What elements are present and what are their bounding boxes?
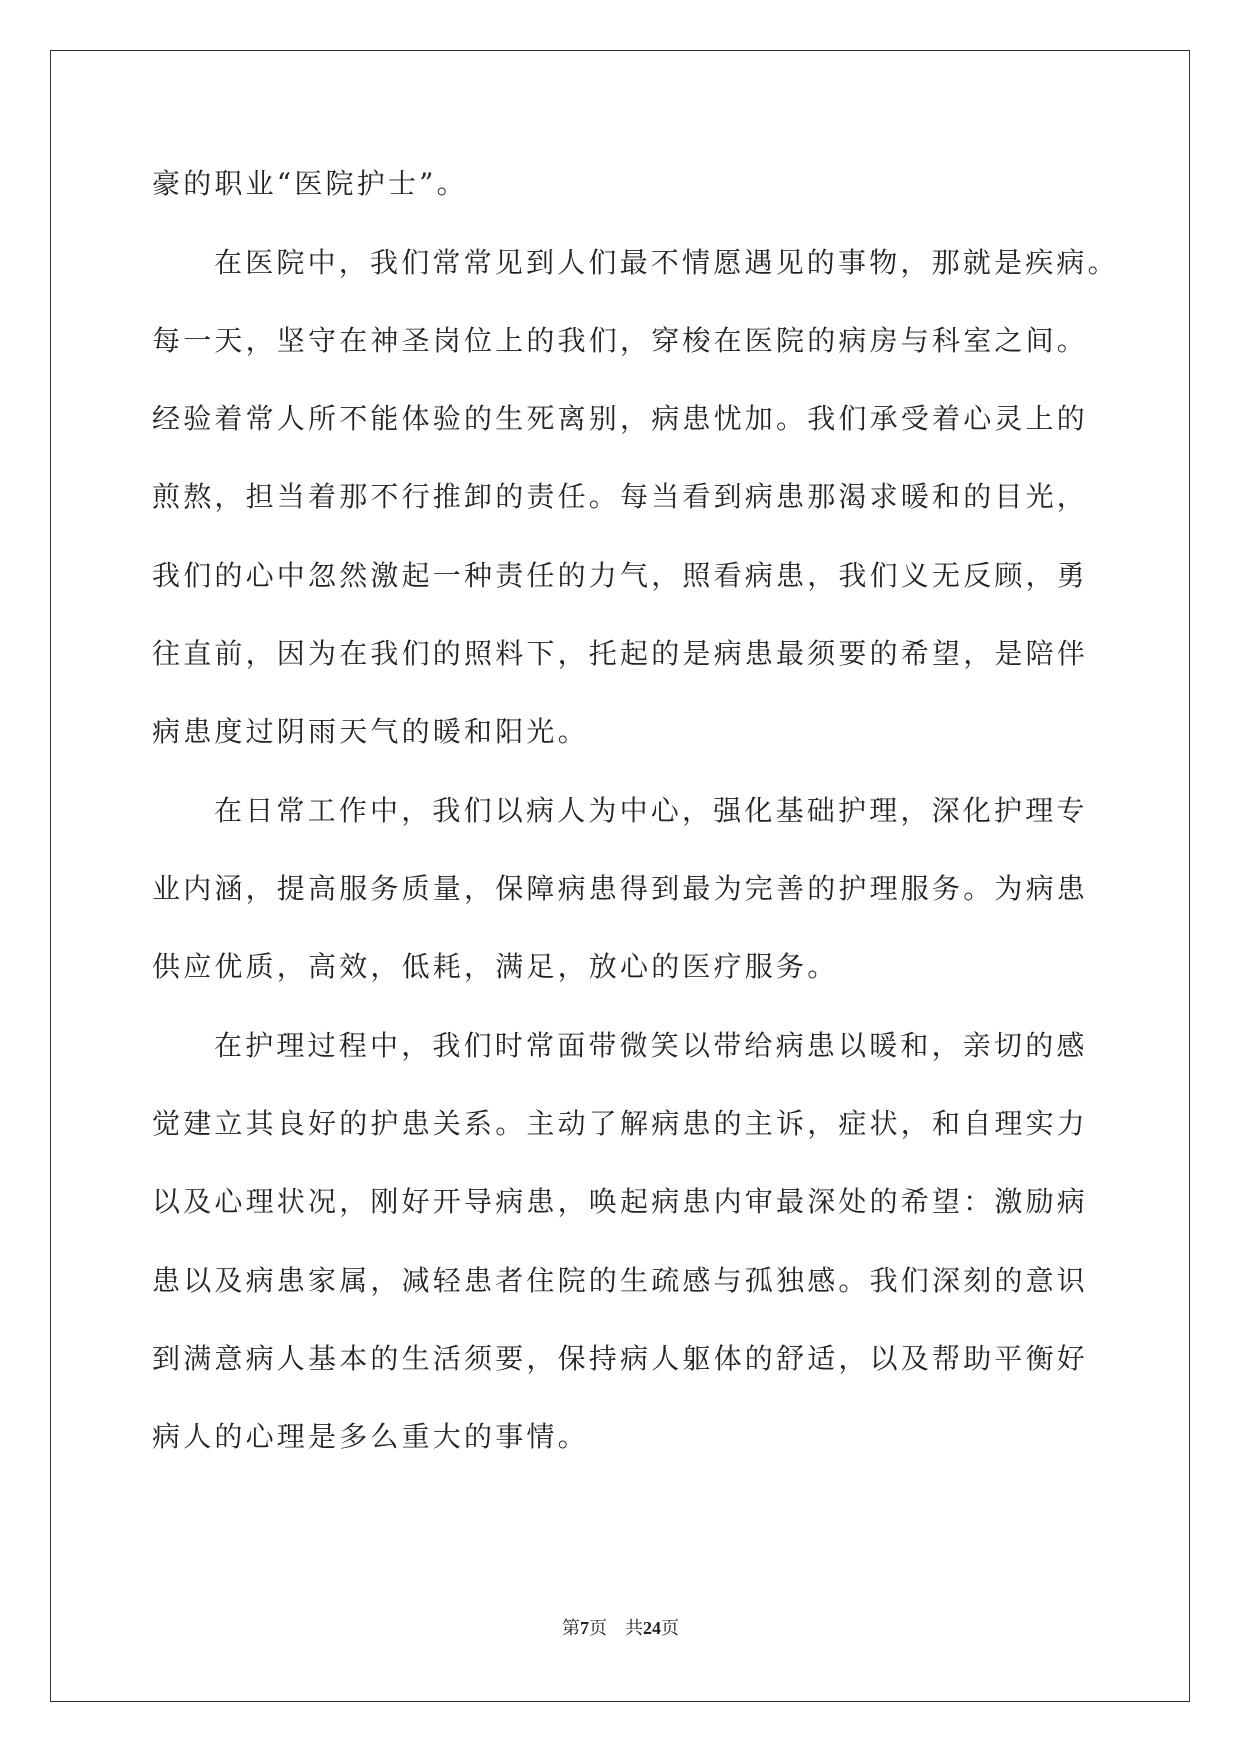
- paragraph-line: 我们的心中忽然激起一种责任的力气，照看病患，我们义无反顾，勇: [152, 559, 1089, 592]
- paragraph-line: 病患度过阴雨天气的暖和阳光。: [152, 715, 589, 748]
- total-pages: 24: [643, 1618, 661, 1638]
- paragraph-line: 煎熬，担当着那不行推卸的责任。每当看到病患那渴求暖和的目光，: [152, 480, 1089, 513]
- paragraph-line: 患以及病患家属，减轻患者住院的生疏感与孤独感。我们深刻的意识: [152, 1264, 1089, 1297]
- page-suffix: 页: [589, 1618, 607, 1638]
- paragraph-line: 经验着常人所不能体验的生死离别，病患忧加。我们承受着心灵上的: [152, 402, 1089, 435]
- paragraph-line: 病人的心理是多么重大的事情。: [152, 1420, 589, 1453]
- paragraph-line: 到满意病人基本的生活须要，保持病人躯体的舒适，以及帮助平衡好: [152, 1342, 1089, 1375]
- page-footer: [0, 1616, 1241, 1640]
- paragraph-line: 觉建立其良好的护患关系。主动了解病患的主诉，症状，和自理实力: [152, 1107, 1089, 1140]
- paragraph-line: 在医院中，我们常常见到人们最不情愿遇见的事物，那就是疾病。: [214, 246, 1119, 279]
- paragraph-line: 业内涵，提高服务质量，保障病患得到最为完善的护理服务。为病患: [152, 872, 1089, 905]
- paragraph-line: 在日常工作中，我们以病人为中心，强化基础护理，深化护理专: [214, 794, 1088, 827]
- paragraph-line: 每一天，坚守在神圣岗位上的我们，穿梭在医院的病房与科室之间。: [152, 324, 1089, 357]
- total-suffix: 页: [661, 1618, 679, 1638]
- total-prefix: 共: [625, 1618, 643, 1638]
- paragraph-line: 豪的职业“医院护士”。: [152, 167, 468, 200]
- page-number: 7: [580, 1618, 589, 1638]
- paragraph-line: 往直前，因为在我们的照料下，托起的是病患最须要的希望，是陪伴: [152, 637, 1089, 670]
- paragraph-line: 在护理过程中，我们时常面带微笑以带给病患以暖和，亲切的感: [214, 1029, 1088, 1062]
- page-prefix: 第: [562, 1618, 580, 1638]
- paragraph-line: 以及心理状况，刚好开导病患，唤起病患内审最深处的希望：激励病: [152, 1185, 1089, 1218]
- paragraph-line: 供应优质，高效，低耗，满足，放心的医疗服务。: [152, 950, 839, 983]
